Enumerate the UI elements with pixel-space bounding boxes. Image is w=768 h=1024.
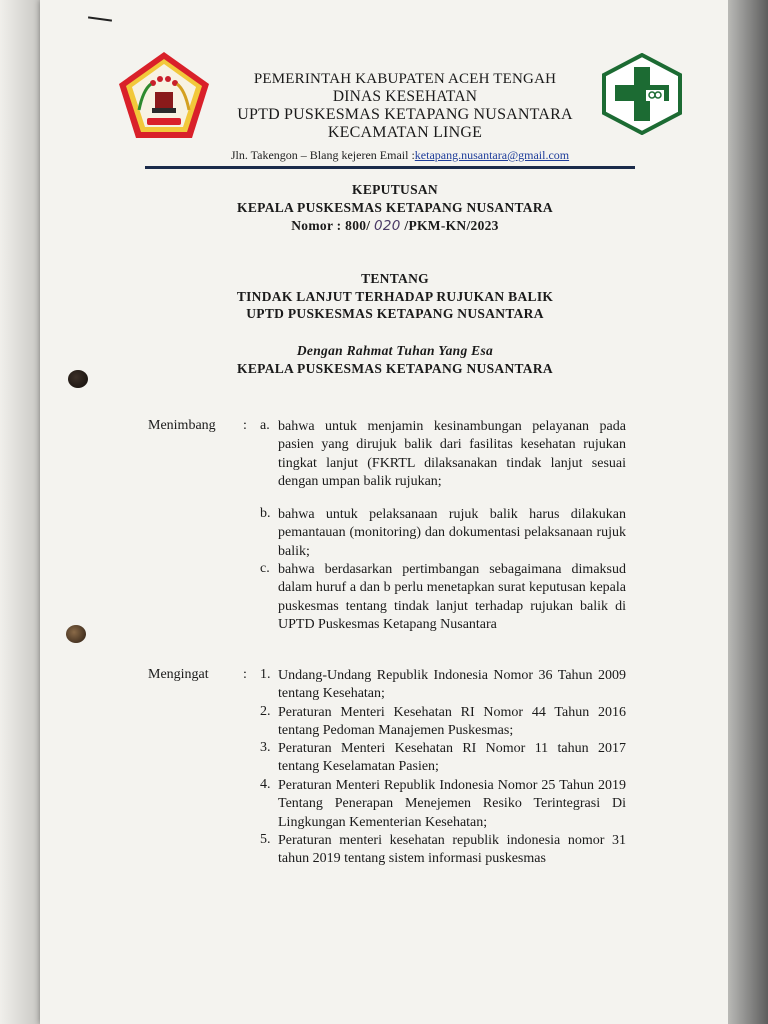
menimbang-label: Menimbang	[148, 418, 216, 433]
letterhead-line-1: PEMERINTAH KABUPATEN ACEH TENGAH	[253, 71, 557, 87]
heading-subject-2: UPTD PUSKESMAS KETAPANG NUSANTARA	[246, 306, 544, 321]
heading-rahmat: Dengan Rahmat Tuhan Yang Esa	[296, 343, 494, 358]
email-link[interactable]: ketapang.nusantara@gmail.com	[414, 148, 570, 162]
item-text: bahwa berdasarkan pertimbangan sebagaimana dimaksud dalam huruf a dan b perlu menetapkan surat keputusan kepala puskesmas tentang tindak lanjut terhadap rujukan balik di UPTD Puskesmas Ketapang Nusantara	[278, 562, 626, 632]
heading-tentang: TENTANG	[361, 271, 429, 286]
menimbang-colon: :	[243, 418, 247, 433]
punch-hole	[66, 625, 86, 643]
heading-keputusan: KEPUTUSAN	[352, 182, 438, 197]
heading-subject-1: TINDAK LANJUT TERHADAP RUJUKAN BALIK	[236, 289, 554, 304]
heading-nomor	[160, 218, 630, 234]
item-text: bahwa untuk pelaksanaan rujuk balik harus dilakukan pemantauan (monitoring) dan dokumentasi pelaksanaan rujuk balik;	[278, 507, 626, 559]
letterhead	[215, 70, 595, 142]
heading-kepala-2: KEPALA PUSKESMAS KETAPANG NUSANTARA	[237, 361, 553, 376]
item-text: bahwa untuk menjamin kesinambungan pelayanan pada pasien yang dirujuk balik dari fasilitas kesehatan rujukan tingkat lanjut (FKRTL dilaksanakan tindak lanjut sesuai dengan umpan balik rujukan;	[278, 419, 626, 489]
nomor-handwritten: 020	[374, 218, 401, 234]
mengingat-label: Mengingat	[148, 667, 209, 682]
letterhead-line-2: DINAS KESEHATAN	[332, 88, 478, 105]
item-text: Undang-Undang Republik Indonesia Nomor 36 Tahun 2009 tentang Kesehatan;	[278, 668, 626, 702]
item-number: b.	[260, 506, 271, 521]
letterhead-line-3: UPTD PUSKESMAS KETAPANG NUSANTARA	[237, 106, 573, 123]
paper-shadow-right	[728, 0, 768, 1024]
letterhead-address	[200, 148, 600, 163]
aceh-tengah-emblem-icon	[117, 50, 211, 140]
address-text: Jln. Takengon – Blang kejeren Email :	[230, 148, 415, 162]
heading-kepala: KEPALA PUSKESMAS KETAPANG NUSANTARA	[237, 200, 553, 215]
item-number: c.	[260, 561, 270, 576]
item-number: 4.	[260, 777, 271, 792]
paper-shadow-left	[0, 0, 40, 1024]
menimbang-section	[148, 418, 628, 658]
item-number: 3.	[260, 740, 271, 755]
mengingat-colon: :	[243, 667, 247, 682]
letterhead-divider	[145, 166, 635, 169]
letterhead-line-4: KECAMATAN LINGE	[327, 124, 483, 141]
item-text: Peraturan Menteri Republik Indonesia Nomor 25 Tahun 2019 Tentang Penerapan Menejemen Resiko Terintegrasi Di Lingkungan Kementerian Kesehatan;	[278, 778, 626, 830]
item-text: Peraturan menteri kesehatan republik indonesia nomor 31 tahun 2019 tentang sistem informasi puskesmas	[278, 833, 626, 867]
item-text: Peraturan Menteri Kesehatan RI Nomor 44 Tahun 2016 tentang Pedoman Manajemen Puskesmas;	[278, 705, 626, 739]
mengingat-section	[148, 667, 628, 897]
nomor-prefix: Nomor : 800/	[291, 218, 371, 233]
item-number: 2.	[260, 704, 271, 719]
item-number: 5.	[260, 832, 271, 847]
puskesmas-cross-icon	[600, 53, 684, 135]
nomor-suffix: /PKM-KN/2023	[404, 218, 499, 233]
item-text: Peraturan Menteri Kesehatan RI Nomor 11 tahun 2017 tentang Keselamatan Pasien;	[278, 741, 626, 775]
item-number: 1.	[260, 667, 271, 682]
punch-hole	[68, 370, 88, 388]
item-number: a.	[260, 418, 270, 433]
